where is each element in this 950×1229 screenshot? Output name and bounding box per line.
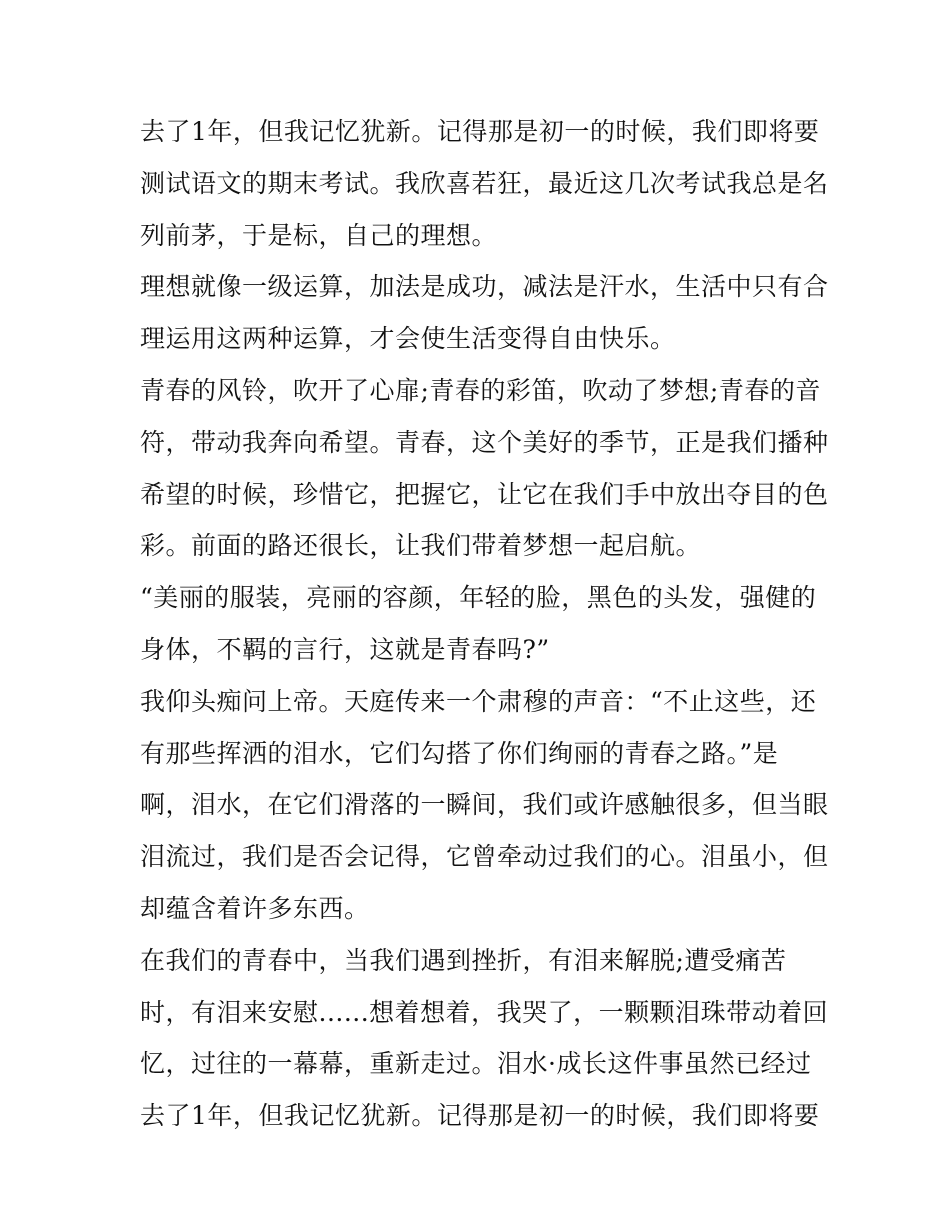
text-line: 列前茅，于是标，自己的理想。 [140,220,498,250]
text-line: 理运用这两种运算，才会使生活变得自由快乐。 [140,324,676,354]
text-line: 时，有泪来安慰......想着想着，我哭了，一颗颗泪珠带动着回 [140,997,829,1027]
text-line: 忆，过往的一幕幕，重新走过。泪水·成长这件事虽然已经过 [140,1049,812,1079]
text-line: 啊，泪水，在它们滑落的一瞬间，我们或许感触很多，但当眼 [140,790,829,820]
text-line: 却蕴含着许多东西。 [140,893,370,923]
text-line: 符，带动我奔向希望。青春，这个美好的季节，正是我们播种 [140,427,829,457]
text-line: 泪流过，我们是否会记得，它曾牵动过我们的心。泪虽小，但 [140,842,829,872]
text-line: 理想就像一级运算，加法是成功，减法是汗水，生活中只有合 [140,272,829,302]
text-line: 希望的时候，珍惜它，把握它，让它在我们手中放出夺目的色 [140,479,829,509]
text-line: 去了1年，但我记忆犹新。记得那是初一的时候，我们即将要 [140,1101,820,1131]
text-line: 青春的风铃，吹开了心扉;青春的彩笛，吹动了梦想;青春的音 [140,375,821,405]
text-line: 去了1年，但我记忆犹新。记得那是初一的时候，我们即将要 [140,117,820,146]
text-line: 有那些挥洒的泪水，它们勾搭了你们绚丽的青春之路。”是 [140,738,779,768]
text-line: 测试语文的期末考试。我欣喜若狂，最近这几次考试我总是名 [140,168,829,198]
text-line: 我仰头痴问上帝。天庭传来一个肃穆的声音：“不止这些，还 [140,686,817,716]
text-line: 彩。前面的路还很长，让我们带着梦想一起启航。 [140,531,702,561]
body-text [140,106,829,1142]
text-line: 身体，不羁的言行，这就是青春吗?” [140,634,550,664]
text-line: “美丽的服装，亮丽的容颜，年轻的脸，黑色的头发，强健的 [140,583,817,613]
text-line: 在我们的青春中，当我们遇到挫折，有泪来解脱;遭受痛苦 [140,945,787,975]
